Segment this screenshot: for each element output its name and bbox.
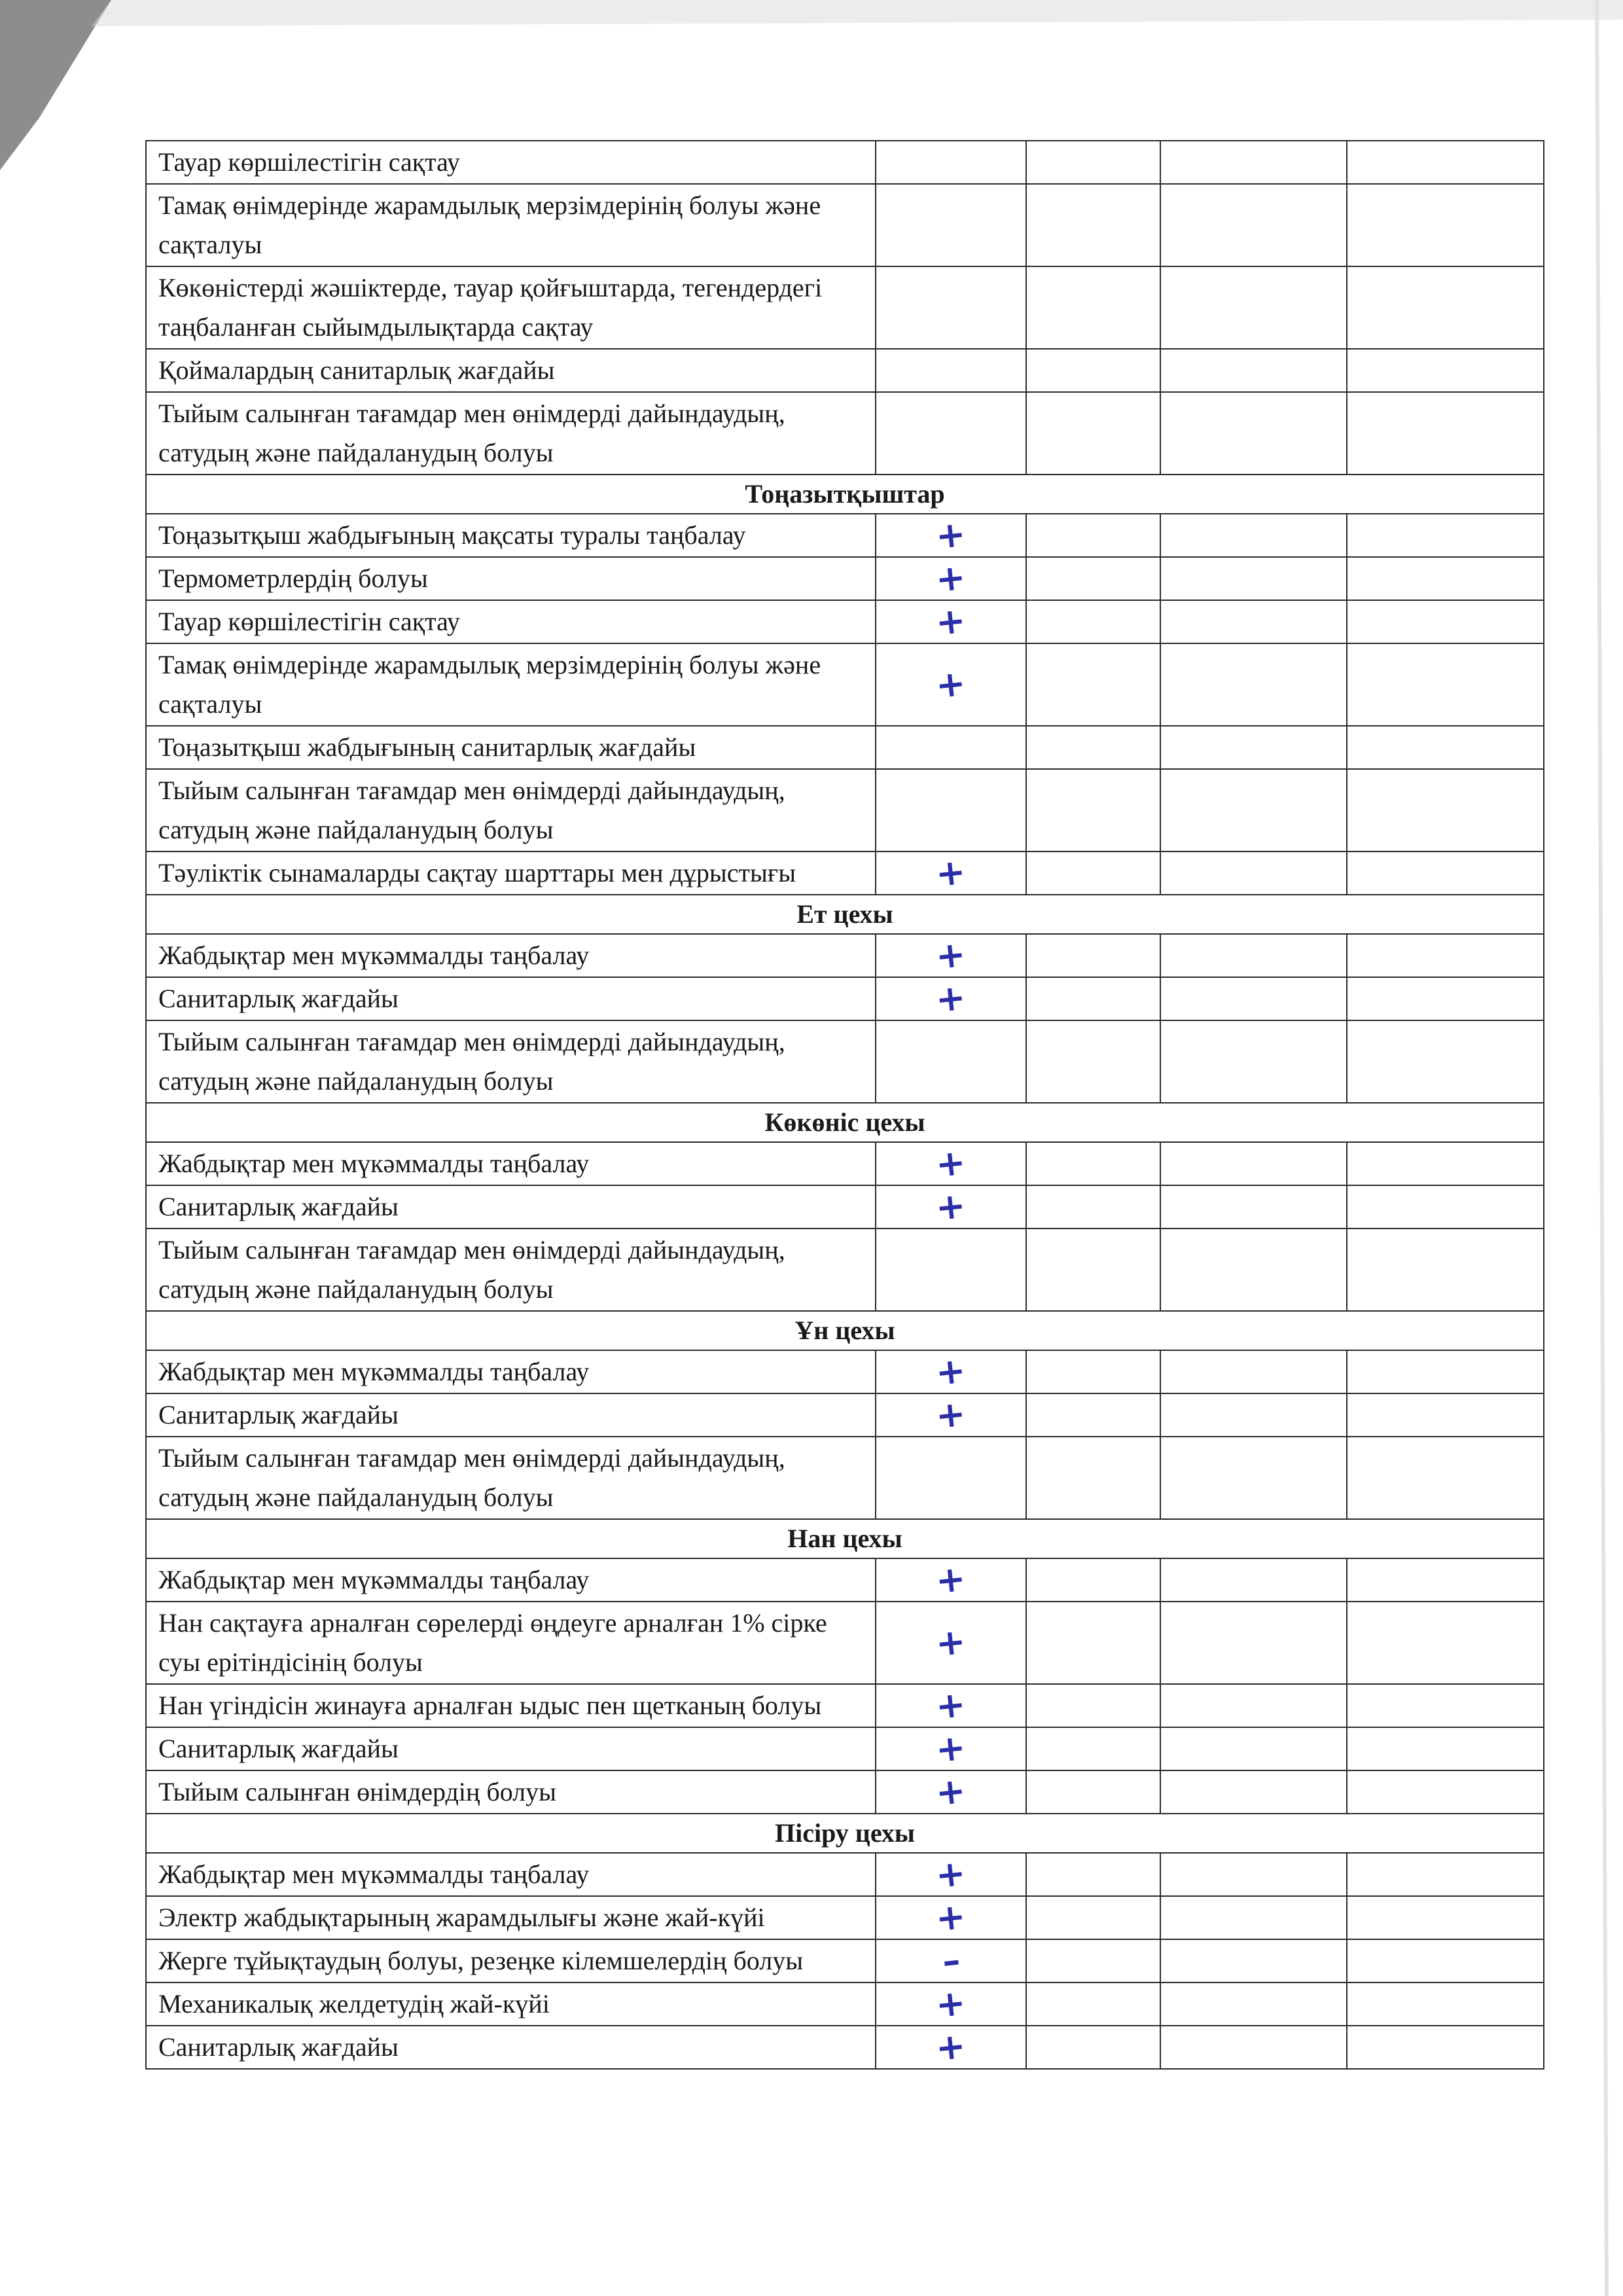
empty-cell (1026, 1020, 1160, 1103)
empty-cell (1347, 392, 1544, 475)
empty-cell (1347, 349, 1544, 392)
section-row (146, 895, 1544, 934)
handwritten-mark: + (934, 1895, 968, 1940)
empty-cell (1347, 1602, 1544, 1684)
empty-cell (1026, 514, 1160, 557)
mark-cell (876, 1684, 1026, 1727)
item-text: Тоңазытқыш жабдығының мақсаты туралы таңбалау (146, 514, 876, 557)
item-text: Механикалық желдетудің жай-күйі (146, 1982, 876, 2026)
handwritten-mark: + (934, 556, 968, 601)
item-text: Жабдықтар мен мүкәммалды таңбалау (146, 1853, 876, 1896)
checklist-row (146, 1727, 1544, 1770)
checklist-row (146, 1020, 1544, 1103)
mark-cell (876, 1185, 1026, 1229)
checklist-row (146, 934, 1544, 977)
empty-cell (1347, 852, 1544, 895)
empty-cell (1026, 977, 1160, 1020)
item-text: Жабдықтар мен мүкәммалды таңбалау (146, 1558, 876, 1602)
mark-cell (876, 977, 1026, 1020)
handwritten-mark: + (934, 512, 968, 558)
mark-cell (876, 266, 1026, 349)
empty-cell (1160, 2026, 1347, 2069)
checklist-row (146, 2026, 1544, 2069)
item-text: Қоймалардың санитарлық жағдайы (146, 349, 876, 392)
empty-cell (1160, 934, 1347, 977)
empty-cell (1347, 1939, 1544, 1982)
mark-cell (876, 934, 1026, 977)
empty-cell (1160, 769, 1347, 852)
mark-cell (876, 1020, 1026, 1103)
checklist-sheet (145, 140, 1543, 2070)
empty-cell (1026, 266, 1160, 349)
empty-cell (1026, 1393, 1160, 1437)
item-text: Тыйым салынған тағамдар мен өнімдерді дайындаудың, сатудың және пайдаланудың болуы (146, 392, 876, 475)
mark-cell (876, 600, 1026, 643)
empty-cell (1026, 1437, 1160, 1519)
mark-cell (876, 643, 1026, 726)
empty-cell (1347, 726, 1544, 769)
empty-cell (1347, 266, 1544, 349)
item-text: Жабдықтар мен мүкәммалды таңбалау (146, 1142, 876, 1185)
empty-cell (1347, 769, 1544, 852)
mark-cell (876, 852, 1026, 895)
empty-cell (1347, 1853, 1544, 1896)
empty-cell (1347, 1558, 1544, 1602)
item-text: Тауар көршілестігін сақтау (146, 600, 876, 643)
empty-cell (1160, 1020, 1347, 1103)
section-title: Пісіру цехы (146, 1814, 1544, 1853)
checklist-row (146, 184, 1544, 266)
handwritten-mark: – (940, 1939, 962, 1982)
item-text: Жабдықтар мен мүкәммалды таңбалау (146, 1350, 876, 1393)
empty-cell (1026, 184, 1160, 266)
section-title: Ет цехы (146, 895, 1544, 934)
checklist-row (146, 1982, 1544, 2026)
mark-cell (876, 141, 1026, 184)
checklist-row (146, 392, 1544, 475)
empty-cell (1347, 1229, 1544, 1311)
item-text: Санитарлық жағдайы (146, 2026, 876, 2069)
checklist-row (146, 349, 1544, 392)
checklist-row (146, 1896, 1544, 1939)
mark-cell (876, 1558, 1026, 1602)
empty-cell (1160, 1727, 1347, 1770)
empty-cell (1347, 1350, 1544, 1393)
section-title: Ұн цехы (146, 1311, 1544, 1350)
mark-cell (876, 1602, 1026, 1684)
mark-cell (876, 349, 1026, 392)
empty-cell (1026, 934, 1160, 977)
empty-cell (1160, 1185, 1347, 1229)
item-text: Нан үгіндісін жинауға арналған ыдыс пен щетканың болуы (146, 1684, 876, 1727)
handwritten-mark: + (934, 976, 968, 1021)
empty-cell (1160, 977, 1347, 1020)
mark-cell (876, 1727, 1026, 1770)
empty-cell (1160, 1896, 1347, 1939)
checklist-row (146, 1770, 1544, 1814)
item-text: Электр жабдықтарының жарамдылығы және жай-күйі (146, 1896, 876, 1939)
empty-cell (1160, 514, 1347, 557)
empty-cell (1160, 852, 1347, 895)
handwritten-mark: + (934, 1981, 968, 2026)
empty-cell (1347, 977, 1544, 1020)
item-text: Нан сақтауға арналған сөрелерді өңдеуге арналған 1% сірке суы ерітіндісінің болуы (146, 1602, 876, 1684)
section-title: Нан цехы (146, 1519, 1544, 1558)
empty-cell (1160, 1393, 1347, 1437)
empty-cell (1026, 141, 1160, 184)
empty-cell (1026, 1142, 1160, 1185)
mark-cell (876, 769, 1026, 852)
item-text: Тыйым салынған тағамдар мен өнімдерді дайындаудың, сатудың және пайдаланудың болуы (146, 1437, 876, 1519)
empty-cell (1026, 1939, 1160, 1982)
empty-cell (1347, 1185, 1544, 1229)
checklist-row (146, 1229, 1544, 1311)
empty-cell (1347, 514, 1544, 557)
checklist-row (146, 557, 1544, 600)
handwritten-mark: + (934, 662, 968, 707)
item-text: Тәуліктік сынамаларды сақтау шарттары мен дұрыстығы (146, 852, 876, 895)
item-text: Тыйым салынған тағамдар мен өнімдерді дайындаудың, сатудың және пайдаланудың болуы (146, 1020, 876, 1103)
checklist-row (146, 1602, 1544, 1684)
handwritten-mark: + (934, 1557, 968, 1602)
empty-cell (1347, 1770, 1544, 1814)
empty-cell (1160, 1853, 1347, 1896)
mark-cell (876, 557, 1026, 600)
empty-cell (1026, 1684, 1160, 1727)
empty-cell (1026, 1558, 1160, 1602)
empty-cell (1026, 392, 1160, 475)
empty-cell (1347, 2026, 1544, 2069)
checklist-row (146, 1185, 1544, 1229)
empty-cell (1160, 1558, 1347, 1602)
checklist-row (146, 141, 1544, 184)
item-text: Жабдықтар мен мүкәммалды таңбалау (146, 934, 876, 977)
empty-cell (1160, 1437, 1347, 1519)
section-row (146, 1814, 1544, 1853)
section-row (146, 1519, 1544, 1558)
handwritten-mark: + (934, 2024, 968, 2070)
empty-cell (1347, 600, 1544, 643)
empty-cell (1160, 726, 1347, 769)
empty-cell (1026, 726, 1160, 769)
empty-cell (1160, 1602, 1347, 1684)
checklist-row (146, 852, 1544, 895)
empty-cell (1347, 934, 1544, 977)
item-text: Тыйым салынған тағамдар мен өнімдерді дайындаудың, сатудың және пайдаланудың болуы (146, 1229, 876, 1311)
item-text: Тыйым салынған тағамдар мен өнімдерді дайындаудың, сатудың және пайдаланудың болуы (146, 769, 876, 852)
handwritten-mark: + (934, 1852, 968, 1897)
mark-cell (876, 1229, 1026, 1311)
section-row (146, 1311, 1544, 1350)
empty-cell (1160, 557, 1347, 600)
item-text: Тыйым салынған өнімдердің болуы (146, 1770, 876, 1814)
handwritten-mark: + (934, 1726, 968, 1771)
empty-cell (1160, 1684, 1347, 1727)
checklist-row (146, 514, 1544, 557)
empty-cell (1026, 769, 1160, 852)
empty-cell (1026, 557, 1160, 600)
checklist-row (146, 1437, 1544, 1519)
empty-cell (1026, 1770, 1160, 1814)
empty-cell (1160, 266, 1347, 349)
empty-cell (1026, 1896, 1160, 1939)
checklist-row (146, 726, 1544, 769)
item-text: Көкөністерді жәшіктерде, тауар қойғыштарда, тегендердегі таңбаланған сыйымдылықтарда сақтау (146, 266, 876, 349)
empty-cell (1026, 1853, 1160, 1896)
empty-cell (1026, 1185, 1160, 1229)
section-title: Тоңазытқыштар (146, 475, 1544, 514)
mark-cell (876, 1350, 1026, 1393)
section-title: Көкөніс цехы (146, 1103, 1544, 1142)
checklist-row (146, 1558, 1544, 1602)
empty-cell (1026, 643, 1160, 726)
item-text: Санитарлық жағдайы (146, 1727, 876, 1770)
checklist-row (146, 1393, 1544, 1437)
item-text: Тамақ өнімдерінде жарамдылық мерзімдерінің болуы және сақталуы (146, 643, 876, 726)
empty-cell (1160, 1142, 1347, 1185)
empty-cell (1347, 1020, 1544, 1103)
empty-cell (1026, 1350, 1160, 1393)
checklist-row (146, 1684, 1544, 1727)
empty-cell (1160, 643, 1347, 726)
empty-cell (1347, 1437, 1544, 1519)
handwritten-mark: + (934, 1620, 968, 1665)
empty-cell (1026, 1602, 1160, 1684)
empty-cell (1347, 1896, 1544, 1939)
checklist-row (146, 600, 1544, 643)
mark-cell (876, 392, 1026, 475)
empty-cell (1347, 141, 1544, 184)
empty-cell (1160, 1770, 1347, 1814)
handwritten-mark: + (934, 1184, 968, 1229)
empty-cell (1347, 643, 1544, 726)
mark-cell (876, 1770, 1026, 1814)
checklist-row (146, 769, 1544, 852)
empty-cell (1160, 392, 1347, 475)
mark-cell (876, 1853, 1026, 1896)
item-text: Тоңазытқыш жабдығының санитарлық жағдайы (146, 726, 876, 769)
section-row (146, 1103, 1544, 1142)
empty-cell (1160, 600, 1347, 643)
empty-cell (1160, 141, 1347, 184)
empty-cell (1160, 1939, 1347, 1982)
mark-cell (876, 514, 1026, 557)
empty-cell (1347, 184, 1544, 266)
handwritten-mark: + (934, 599, 968, 644)
item-text: Санитарлық жағдайы (146, 1393, 876, 1437)
handwritten-mark: + (934, 1683, 968, 1728)
checklist-table (145, 140, 1544, 2070)
item-text: Санитарлық жағдайы (146, 1185, 876, 1229)
checklist-row (146, 1939, 1544, 1982)
mark-cell (876, 1982, 1026, 2026)
item-text: Жерге тұйықтаудың болуы, резеңке кілемшелердің болуы (146, 1939, 876, 1982)
empty-cell (1347, 1727, 1544, 1770)
empty-cell (1160, 349, 1347, 392)
empty-cell (1347, 1684, 1544, 1727)
handwritten-mark: + (934, 1141, 968, 1186)
empty-cell (1160, 1982, 1347, 2026)
mark-cell (876, 1393, 1026, 1437)
handwritten-mark: + (934, 1392, 968, 1437)
mark-cell (876, 1142, 1026, 1185)
checklist-row (146, 1350, 1544, 1393)
mark-cell (876, 726, 1026, 769)
empty-cell (1026, 600, 1160, 643)
item-text: Тамақ өнімдерінде жарамдылық мерзімдерінің болуы және сақталуы (146, 184, 876, 266)
empty-cell (1347, 1142, 1544, 1185)
empty-cell (1026, 2026, 1160, 2069)
item-text: Термометрлердің болуы (146, 557, 876, 600)
empty-cell (1160, 184, 1347, 266)
mark-cell (876, 1939, 1026, 1982)
empty-cell (1347, 1982, 1544, 2026)
mark-cell (876, 184, 1026, 266)
handwritten-mark: + (934, 850, 968, 895)
mark-cell (876, 1896, 1026, 1939)
handwritten-mark: + (934, 1769, 968, 1814)
empty-cell (1026, 1229, 1160, 1311)
mark-cell (876, 2026, 1026, 2069)
item-text: Санитарлық жағдайы (146, 977, 876, 1020)
empty-cell (1026, 349, 1160, 392)
empty-cell (1160, 1350, 1347, 1393)
handwritten-mark: + (934, 1349, 968, 1394)
empty-cell (1026, 852, 1160, 895)
empty-cell (1026, 1982, 1160, 2026)
handwritten-mark: + (934, 933, 968, 978)
mark-cell (876, 1437, 1026, 1519)
empty-cell (1026, 1727, 1160, 1770)
checklist-row (146, 1853, 1544, 1896)
checklist-row (146, 643, 1544, 726)
checklist-row (146, 977, 1544, 1020)
checklist-row (146, 266, 1544, 349)
checklist-row (146, 1142, 1544, 1185)
section-row (146, 475, 1544, 514)
item-text: Тауар көршілестігін сақтау (146, 141, 876, 184)
empty-cell (1347, 1393, 1544, 1437)
empty-cell (1347, 557, 1544, 600)
empty-cell (1160, 1229, 1347, 1311)
